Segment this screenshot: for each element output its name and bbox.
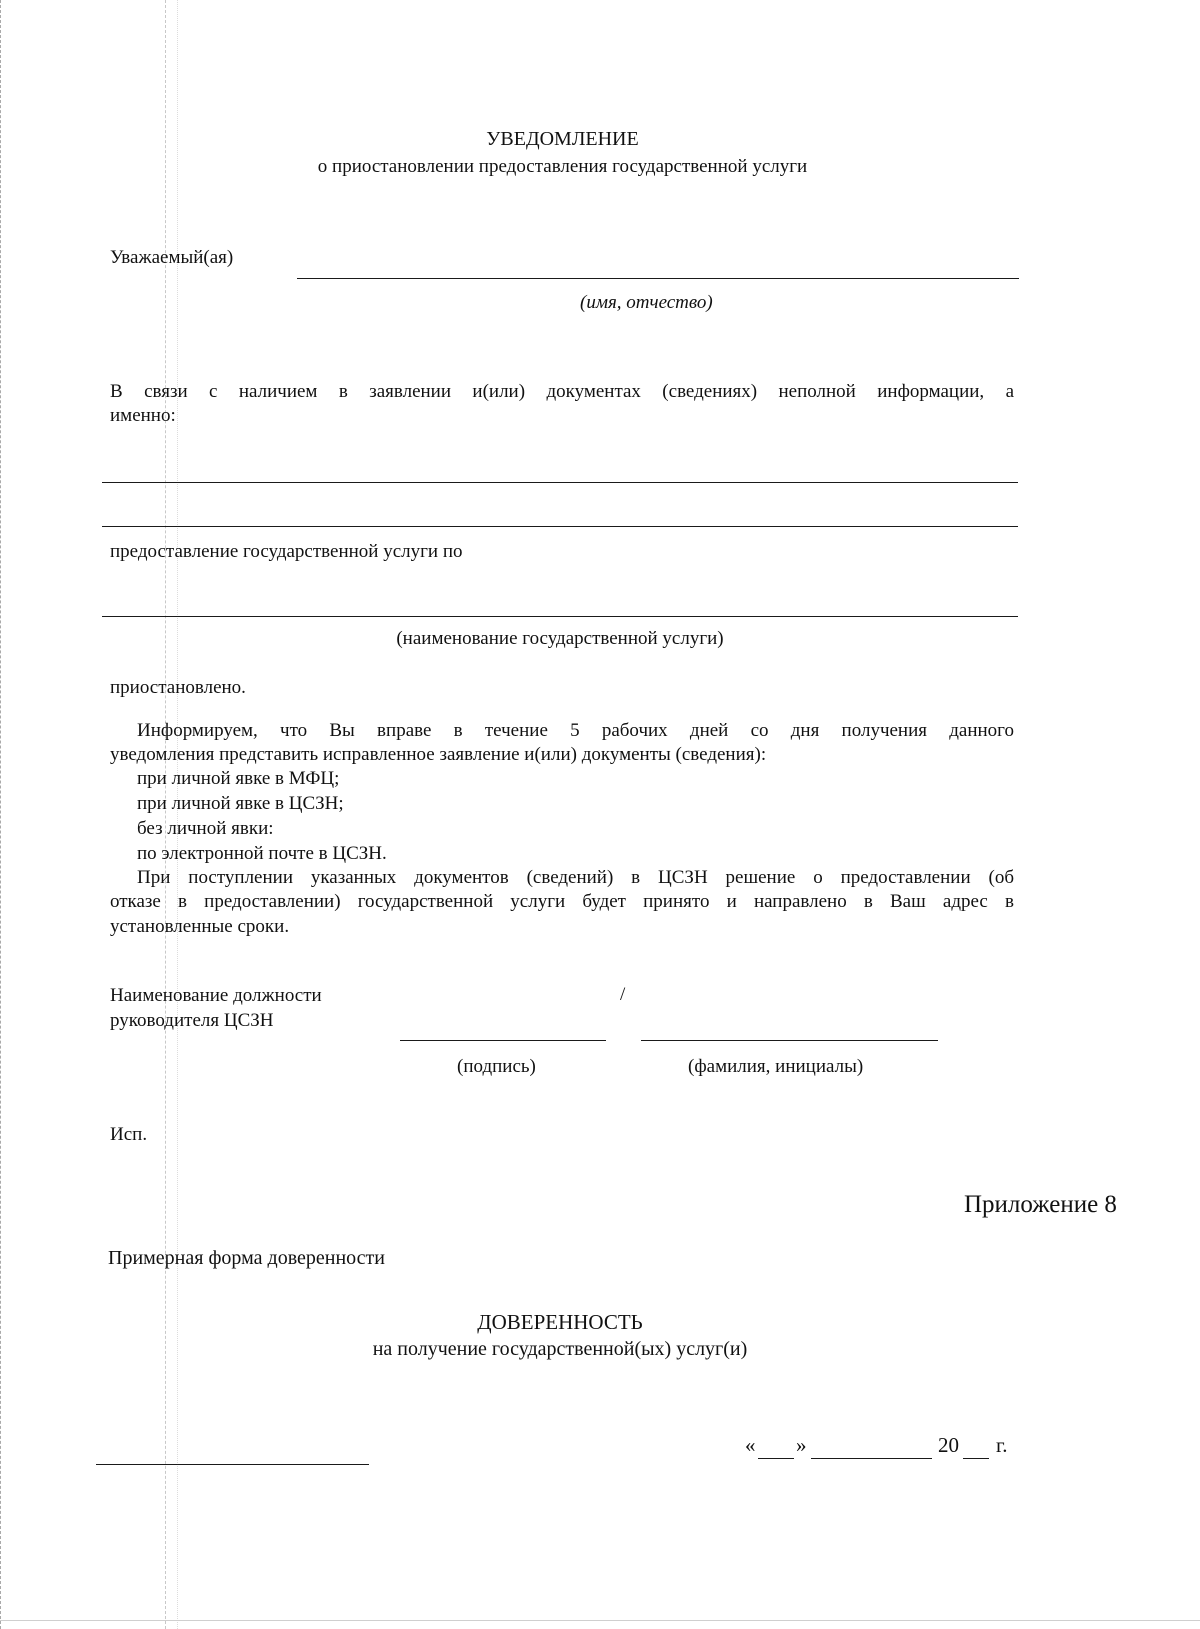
final-line-2: отказе в предоставлении) государственной услуги будет принято и направлено в Ваш адрес в [110, 891, 1014, 912]
notice-subtitle: о приостановлении предоставления государственной услуги [317, 156, 808, 177]
option-remote: без личной явки: [137, 818, 274, 839]
option-cszn: при личной явке в ЦСЗН; [137, 793, 344, 814]
appendix-label: Приложение 8 [964, 1191, 1117, 1218]
date-close-quote: » [796, 1433, 807, 1457]
option-mfc: при личной явке в МФЦ; [137, 768, 340, 789]
name-caption: (имя, отчество) [580, 292, 713, 313]
service-blank-line [102, 616, 1018, 617]
date-year-suffix: г. [996, 1433, 1008, 1457]
final-line-1: При поступлении указанных документов (сведений) в ЦСЗН решение о предоставлении (об [137, 867, 1014, 888]
service-caption: (наименование государственной услуги) [396, 628, 724, 649]
position-line-2: руководителя ЦСЗН [110, 1010, 274, 1031]
signature-blank-line [400, 1040, 606, 1041]
service-intro: предоставление государственной услуги по [110, 541, 463, 562]
name-blank-line [297, 278, 1019, 279]
reason-line-1: В связи с наличием в заявлении и(или) документах (сведениях) неполной информации, а [110, 381, 1014, 402]
final-line-3: установленные сроки. [110, 916, 290, 937]
position-line-1: Наименование должности [110, 985, 322, 1006]
place-blank-line [96, 1464, 369, 1465]
fio-blank-line [641, 1040, 938, 1041]
option-email: по электронной почте в ЦСЗН. [137, 843, 387, 864]
date-year-blank [963, 1458, 989, 1459]
executor-label: Исп. [110, 1124, 148, 1145]
salutation: Уважаемый(ая) [110, 247, 234, 268]
date-day-blank [758, 1458, 794, 1459]
inform-line-2: уведомления представить исправленное заявление и(или) документы (сведения): [110, 744, 767, 765]
power-of-attorney-title: ДОВЕРЕННОСТЬ [477, 1310, 643, 1334]
date-year-prefix: 20 [938, 1433, 959, 1457]
signature-slash: / [620, 984, 626, 1005]
reason-blank-line-1 [102, 482, 1018, 483]
fio-caption: (фамилия, инициалы) [688, 1056, 864, 1077]
power-of-attorney-subtitle: на получение государственной(ых) услуг(и) [372, 1338, 748, 1360]
notice-title: УВЕДОМЛЕНИЕ [486, 128, 639, 150]
form-caption: Примерная форма доверенности [108, 1247, 385, 1269]
reason-blank-line-2 [102, 526, 1018, 527]
suspended-text: приостановлено. [110, 677, 246, 698]
inform-line-1: Информируем, что Вы вправе в течение 5 рабочих дней со дня получения данного [137, 720, 1014, 741]
scan-bottom-edge [0, 1620, 1200, 1621]
signature-caption: (подпись) [457, 1056, 536, 1077]
reason-line-2: именно: [110, 405, 176, 426]
date-month-blank [811, 1458, 932, 1459]
date-open-quote: « [745, 1433, 756, 1457]
scan-left-edge [0, 0, 1, 1629]
